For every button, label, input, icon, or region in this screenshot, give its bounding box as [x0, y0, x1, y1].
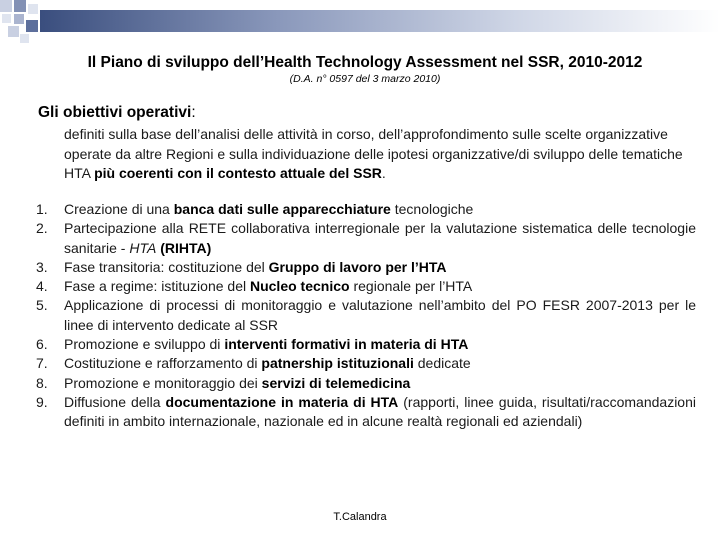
list-item-text: HTA	[129, 239, 157, 256]
list-item-number: 9.	[36, 393, 48, 410]
list-item	[36, 258, 696, 277]
list-item-text: dedicate	[413, 355, 471, 372]
list-item-text: regionale per l’HTA	[349, 278, 473, 295]
list-item-bold-text: Gruppo di lavoro per l’HTA	[268, 258, 447, 275]
slide-subtitle: (D.A. n° 0597 del 3 marzo 2010)	[289, 73, 441, 85]
list-item-bold-text: Nucleo tecnico	[249, 278, 350, 295]
list-item	[36, 393, 696, 432]
list-item	[36, 335, 696, 354]
decor-square	[14, 14, 24, 24]
list-item-text: tecnologiche	[390, 201, 474, 217]
decor-square	[28, 4, 38, 14]
list-item	[36, 277, 696, 296]
list-item-number: 8.	[36, 374, 48, 391]
footer-author: T.Calandra	[333, 511, 387, 523]
list-item-text: Creazione di una	[64, 201, 174, 217]
decor-square	[0, 0, 12, 12]
list-item-number: 7.	[36, 355, 48, 372]
header-gradient-band	[40, 10, 720, 32]
list-item-bold-text: banca dati sulle apparecchiature	[173, 201, 391, 217]
list-item-text: (rapporti, linee guida, risultati/raccomandazioni definiti in ambito internazionale, nazionale ed in alcune realtà regionali ed aziendali)	[64, 393, 696, 430]
list-item-text: Promozione e monitoraggio dei	[64, 374, 262, 391]
list-item-bold-text: interventi formativi in materia di HTA	[224, 336, 469, 353]
list-item-bold-text: (RIHTA)	[160, 239, 212, 256]
list-item-number: 4.	[36, 278, 48, 295]
list-item-text: Fase transitoria: costituzione del	[64, 258, 269, 275]
decor-square	[20, 34, 29, 43]
list-item-text: Partecipazione alla RETE collaborativa interregionale per la valutazione sistematica delle tecnologie sanitarie -	[64, 220, 696, 256]
list-item	[36, 200, 696, 219]
list-item-number: 5.	[36, 297, 48, 314]
list-item-text: Promozione e sviluppo di	[64, 336, 225, 353]
list-item	[36, 354, 696, 373]
intro-text: definiti sulla base dell’analisi delle attività in corso, dell’approfondimento sulle scelte organizzative operate da altre Regioni e sulla individuazione delle ipotesi organizzative/di sviluppo delle tematiche HTA	[64, 126, 683, 181]
list-item-text: Applicazione di processi di monitoraggio e valutazione nell’ambito del PO FESR 2007-2013 per le linee di intervento dedicate al SSR	[64, 297, 696, 333]
list-item-number: 6.	[36, 336, 48, 353]
list-item-text: Diffusione della	[64, 393, 166, 410]
intro-bold-text: più coerenti con il contesto attuale del SSR	[94, 165, 382, 181]
intro-paragraph	[64, 125, 704, 184]
list-item	[36, 219, 696, 258]
list-item-bold-text: patnership istituzionali	[261, 355, 414, 372]
list-item-text: Costituzione e rafforzamento di	[64, 355, 262, 372]
decor-square	[2, 14, 11, 23]
slide-title: Il Piano di sviluppo dell’Health Technology Assessment nel SSR, 2010-2012	[87, 54, 643, 71]
decor-square	[14, 0, 26, 12]
section-heading	[38, 104, 196, 122]
decor-square	[8, 26, 19, 37]
section-heading-colon: :	[191, 104, 196, 121]
list-item	[36, 374, 696, 393]
list-item-bold-text: servizi di telemedicina	[261, 374, 411, 391]
list-item-text: Fase a regime: istituzione del	[64, 278, 250, 295]
decor-square	[26, 20, 38, 32]
list-item-bold-text: documentazione in materia di HTA	[165, 393, 399, 410]
intro-end: .	[381, 165, 386, 181]
list-item-number: 1.	[36, 201, 48, 217]
section-heading-label: Gli obiettivi operativi	[38, 104, 192, 121]
list-item-number: 2.	[36, 220, 48, 237]
list-item-number: 3.	[36, 258, 48, 275]
list-item	[36, 296, 696, 335]
objectives-list	[36, 200, 696, 432]
